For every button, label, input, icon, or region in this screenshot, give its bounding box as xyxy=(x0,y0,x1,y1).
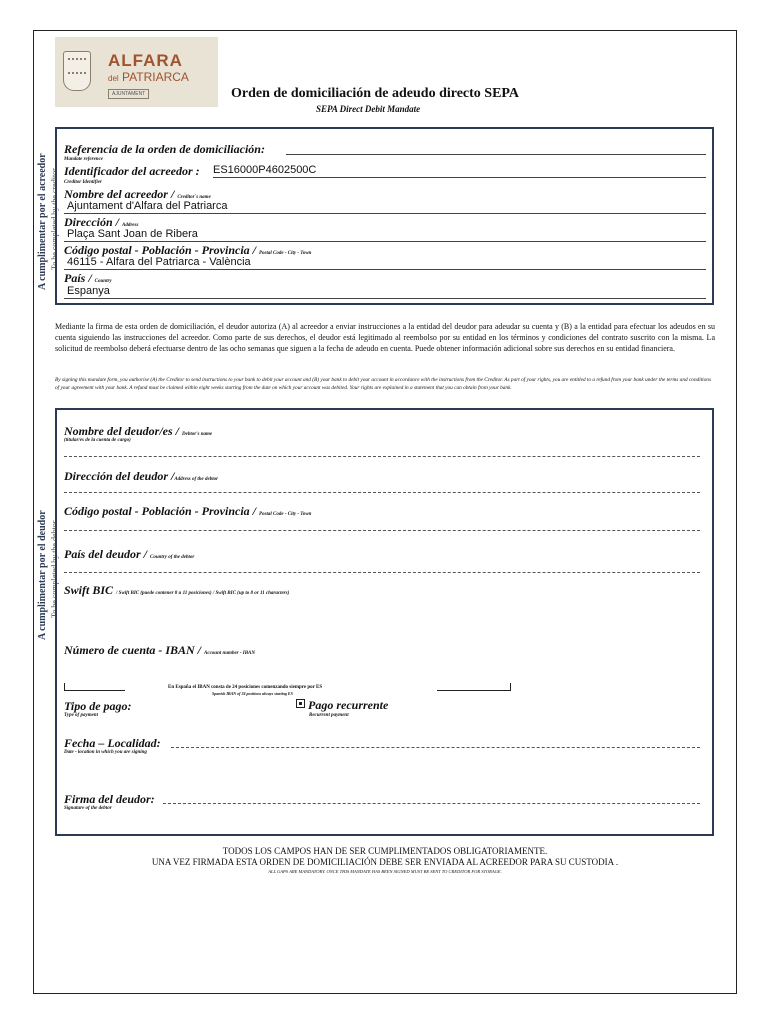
creditor-name-value: Ajuntament d'Alfara del Patriarca xyxy=(67,200,228,212)
footer-line-1: TODOS LOS CAMPOS HAN DE SER CUMPLIMENTADOS OBLIGATORIAMENTE. xyxy=(222,846,548,856)
swift-label-es: Swift BIC xyxy=(64,583,114,597)
debtor-address-label xyxy=(64,469,218,484)
creditor-side-label-es: A cumplimentar por el acreedor xyxy=(37,153,48,290)
debtor-name-field[interactable] xyxy=(64,456,700,457)
creditor-id-value: ES16000P4602500C xyxy=(213,164,317,176)
debtor-name-sub: (titular/es de la cuenta de cargo) xyxy=(64,438,131,443)
recurrent-label: Pago recurrente xyxy=(308,698,389,712)
signature-field[interactable] xyxy=(163,803,700,804)
creditor-id-label: Identificador del acreedor : xyxy=(64,164,200,178)
creditor-address-label-es: Dirección / xyxy=(64,215,119,229)
creditor-address-line xyxy=(64,241,706,242)
logo-patriarca: PATRIARCA xyxy=(122,70,189,84)
creditor-country-line xyxy=(64,298,706,299)
date-location-label: Fecha – Localidad: xyxy=(64,736,161,750)
mandate-ref-line[interactable] xyxy=(286,154,706,155)
signature-en: Signature of the debtor xyxy=(64,806,112,811)
logo-line-1: ALFARA xyxy=(108,51,183,70)
creditor-country-en: Country xyxy=(94,279,112,284)
creditor-side-label-en: To be completed by the creditor xyxy=(50,168,59,270)
debtor-postal-label-es: Código postal - Población - Provincia / xyxy=(64,504,256,518)
iban-label-es: Número de cuenta - IBAN / xyxy=(64,643,202,657)
recurrent-payment-checkbox[interactable] xyxy=(296,699,305,708)
creditor-name-label-es: Nombre del acreedor / xyxy=(64,187,175,201)
debtor-side-label-en: To be completed by the debtor xyxy=(50,520,59,618)
date-location-en: Date - location in which you are signing xyxy=(64,750,147,755)
mandate-text-es: Mediante la firma de esta orden de domiciliación, el deudor autoriza (A) al acreedor a enviar instrucciones a la entidad del deudor para adeudar su cuenta y (B) a la entidad para efectuar los adeudos en su cuenta siguiendo las instrucciones del acreedor. Como parte de sus derechos, el deudor está legitimado al reembolso por su entidad en los términos y condiciones del contrato suscrito con la misma. La solicitud de reembolso deberá efectuarse dentro de las ocho semanas que siguen a la fecha de adeudo en cuenta. Puede obtener información adicional sobre sus derechos en su entidad financiera. xyxy=(55,322,715,353)
mandate-ref-en: Mandate reference xyxy=(64,157,104,162)
debtor-address-en: Address of the debtor xyxy=(174,477,219,482)
swift-en: / Swift BIC (puede contener 8 u 11 posiciones) / Swift BIC (up to 8 or 11 characters) xyxy=(116,591,290,596)
creditor-country-label xyxy=(64,271,112,286)
debtor-name-label xyxy=(64,424,212,439)
creditor-name-line xyxy=(64,213,706,214)
debtor-postal-label xyxy=(64,504,311,519)
debtor-side-label-es: A cumplimentar por el deudor xyxy=(37,510,48,640)
iban-label xyxy=(64,643,255,658)
document-title: Orden de domiciliación de adeudo directo SEPA xyxy=(231,86,520,101)
logo-line-2 xyxy=(108,70,189,84)
debtor-postal-en: Postal Code - City - Town xyxy=(259,512,312,517)
municipality-logo xyxy=(55,37,218,107)
logo-line-3: AJUNTAMENT xyxy=(108,89,149,99)
signature-label: Firma del deudor: xyxy=(64,792,155,806)
footer-line-2: UNA VEZ FIRMADA ESTA ORDEN DE DOMICILIACIÓN DEBE SER ENVIADA AL ACREEDOR PARA SU CUSTODIA . xyxy=(151,857,619,867)
iban-field-start[interactable] xyxy=(64,683,125,691)
debtor-country-label xyxy=(64,547,194,562)
creditor-postal-label-es: Código postal - Población - Provincia / xyxy=(64,243,256,257)
footer-line-3: ALL GAPS ARE MANDATORY. ONCE THIS MANDATE HAS BEEN SIGNED MUST BE SENT TO CREDITOR FOR STORAGE. xyxy=(268,869,502,874)
iban-note: En España el IBAN consta de 24 posiciones comenzando siempre por ES xyxy=(168,685,323,690)
debtor-name-label-es: Nombre del deudor/es / xyxy=(64,424,179,438)
debtor-address-label-es: Dirección del deudor / xyxy=(64,469,175,483)
debtor-country-en: Country of the debtor xyxy=(150,555,195,560)
date-location-field[interactable] xyxy=(171,747,700,748)
debtor-name-en: Debtor's name xyxy=(182,432,213,437)
creditor-name-en: Creditor´s name xyxy=(177,195,211,200)
creditor-country-label-es: País / xyxy=(64,271,92,285)
payment-type-label: Tipo de pago: xyxy=(64,699,132,713)
creditor-postal-value: 46115 - Alfara del Patriarca - València xyxy=(67,256,251,268)
mandate-text-en: By signing this mandate form, you authorise (A) the Creditor to send instructions to your bank to debit your account and (B) your bank to debit your account in accordance with the instructions from the Creditor. As part of your rights, you are entitled to a refund from your bank under the terms and conditions of your agreement with your bank. A refund must be claimed within eight weeks starting from the date on which your account was debited. Your rights are explained in a statement that you can obtain from your bank. xyxy=(55,377,712,391)
debtor-address-field[interactable] xyxy=(64,492,700,493)
iban-note-en: Spanish IBAN of 24 positions always starting ES xyxy=(212,691,293,696)
document-subtitle: SEPA Direct Debit Mandate xyxy=(316,104,421,114)
creditor-address-value: Plaça Sant Joan de Ribera xyxy=(67,228,198,240)
iban-en: Account number - IBAN xyxy=(204,651,255,656)
creditor-country-value: Espanya xyxy=(67,285,110,297)
mandate-ref-label: Referencia de la orden de domiciliación: xyxy=(64,142,265,156)
debtor-country-field[interactable] xyxy=(64,572,700,573)
creditor-id-line xyxy=(213,177,706,178)
debtor-country-label-es: País del deudor / xyxy=(64,547,147,561)
swift-label xyxy=(64,583,289,598)
debtor-postal-field[interactable] xyxy=(64,530,700,531)
creditor-postal-line xyxy=(64,269,706,270)
creditor-postal-en: Postal Code - City - Town xyxy=(259,251,312,256)
payment-type-en: Type of payment xyxy=(64,713,98,718)
iban-field-end[interactable] xyxy=(437,683,511,691)
logo-del: del xyxy=(108,74,119,83)
creditor-id-en: Creditor Identifier xyxy=(64,180,102,185)
coat-of-arms-icon xyxy=(63,51,91,91)
creditor-address-en: Address xyxy=(122,223,139,228)
recurrent-en: Recurrent payment xyxy=(309,713,349,718)
